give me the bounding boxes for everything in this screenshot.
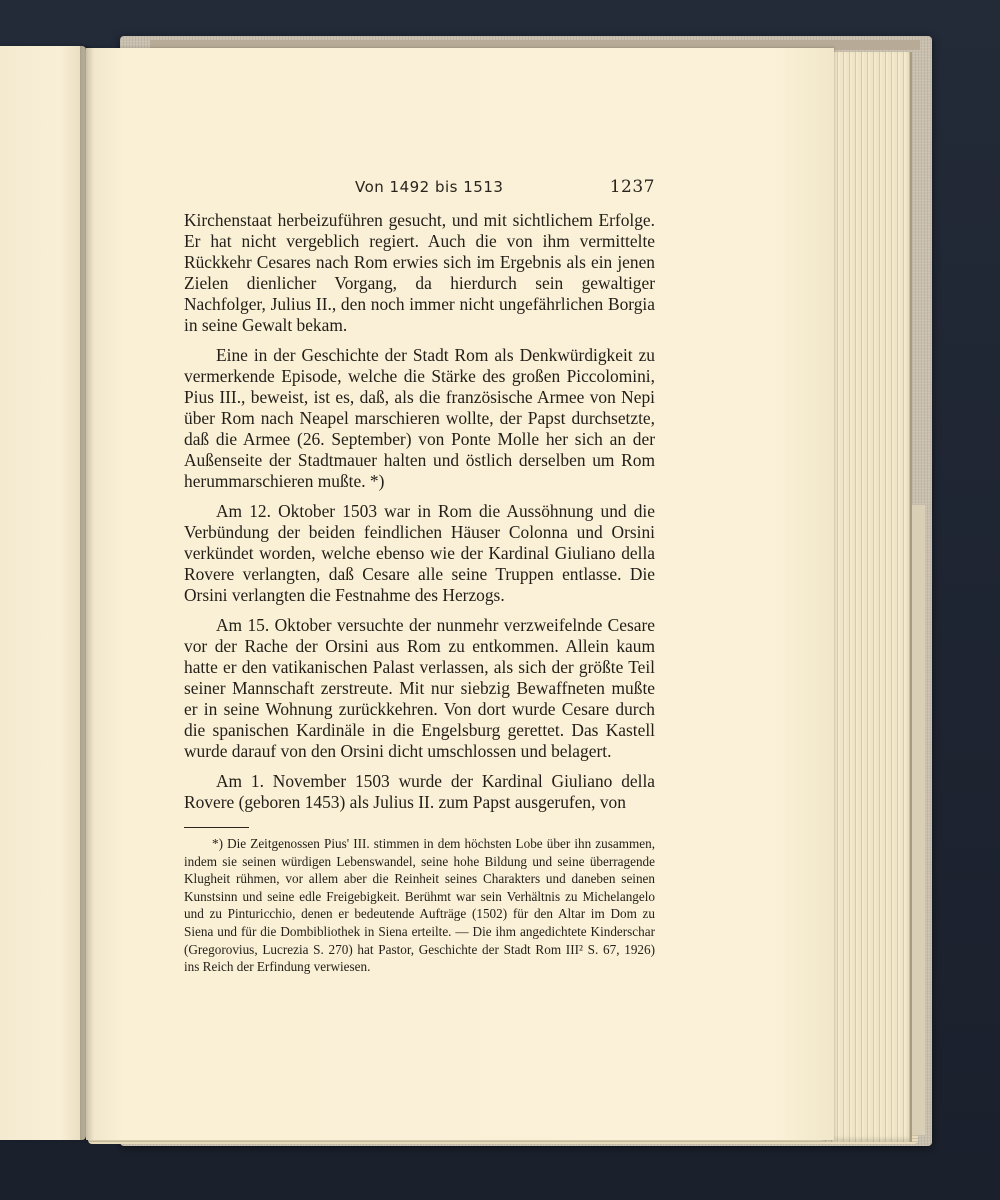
footnote: *) Die Zeitgenossen Pius' III. stimmen in dem höchsten Lobe über ihn zusammen, indem sie seinen würdigen Lebenswandel, seine hohe Bildung und seine überragende Klugheit rühmen, vor allem aber die Reinheit seines Charakters und daneben seinen Kunstsinn und seine edle Freigebigkeit. Berühmt war sein Verhältnis zu Michelangelo und zu Pinturicchio, denen er bedeutende Aufträge (1502) für den Altar im Dom zu Siena und für die Dombibliothek in Siena erteilte. — Die ihm angedichtete Kinderschar (Gregorovius, Lucrezia S. 270) hat Pastor, Geschichte der Stadt Rom III² S. 67, 1926) ins Reich der Erfindung verwiesen.	[184, 836, 655, 975]
page-stack	[822, 52, 912, 1142]
paragraph-3: Am 12. Oktober 1503 war in Rom die Aussöhnung und die Verbündung der beiden feindlichen Häuser Colonna und Orsini verkündet worden, welche ebenso wie der Kardinal Giuliano della Rovere verlangten, daß Cesare alle seine Truppen entlasse. Die Orsini verlangten die Festnahme des Herzogs.	[184, 501, 655, 605]
paragraph-5: Am 1. November 1503 wurde der Kardinal Giuliano della Rovere (geboren 1453) als Julius II. zum Papst ausgerufen, von	[184, 771, 655, 812]
page-number: 1237	[609, 177, 655, 197]
paragraph-1: Kirchenstaat herbeizuführen gesucht, und mit sichtlichem Erfolge. Er hat nicht vergeblich regiert. Auch die von ihm vermittelte Rückkehr Cesares nach Rom erwies sich im Ergebnis als ein jenen Zielen dienlicher Vorgang, da hierdurch sein gewaltiger Nachfolger, Julius II., den noch immer nicht ungefährlichen Borgia in seine Gewalt bekam.	[184, 210, 655, 335]
paragraph-4: Am 15. Oktober versuchte der nunmehr verzweifelnde Cesare vor der Rache der Orsini aus Rom zu entkommen. Allein kaum hatte er den vatikanischen Palast verlassen, als sich der größte Teil seiner Mannschaft zerstreute. Mit nur siebzig Bewaffneten mußte er in seine Wohnung zurückkehren. Von dort wurde Cesare durch die spanischen Kardinäle in die Engelsburg gerettet. Das Kastell wurde darauf von den Orsini dicht umschlossen und belagert.	[184, 615, 655, 761]
body-text	[184, 210, 655, 822]
running-title: Von 1492 bis 1513	[355, 178, 504, 196]
footnote-rule	[184, 827, 249, 828]
paragraph-2: Eine in der Geschichte der Stadt Rom als Denkwürdigkeit zu vermerkende Episode, welche die Stärke des großen Piccolomini, Pius III., beweist, ist es, daß, als die französische Armee von Nepi über Rom nach Neapel marschieren wollte, der Papst durchsetzte, daß die Armee (26. September) von Ponte Molle her sich an der Außenseite der Stadtmauer halten und östlich derselben um Rom herummarschieren mußte. *)	[184, 345, 655, 491]
gutter-shadow	[80, 46, 94, 1140]
facing-page	[0, 46, 86, 1140]
